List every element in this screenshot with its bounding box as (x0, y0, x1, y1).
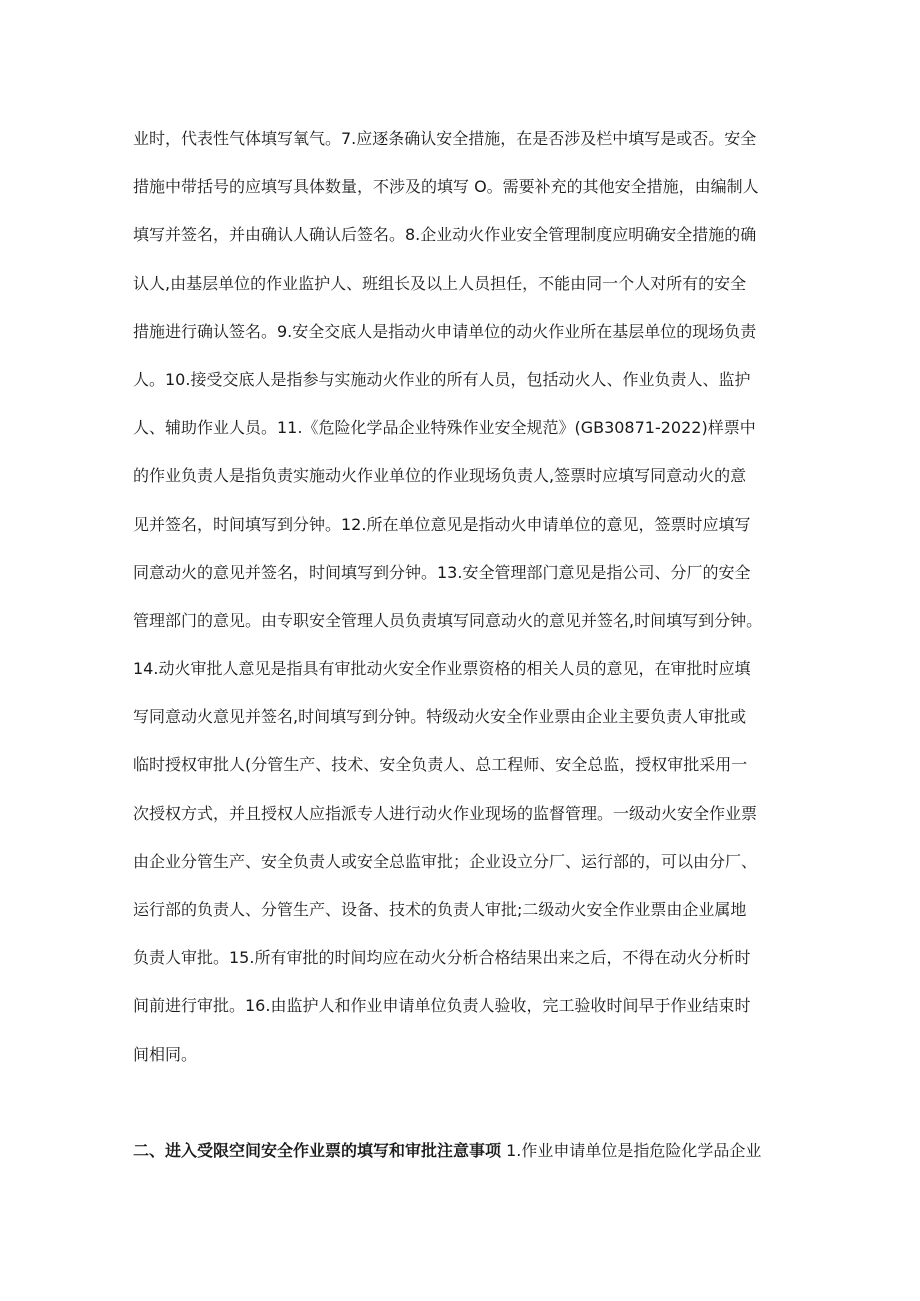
text-line: 填写并签名，并由确认人确认后签名。8.企业动火作业安全管理制度应明确安全措施的确 (133, 225, 757, 245)
text-line: 人、辅助作业人员。11.《危险化学品企业特殊作业安全规范》(GB30871-2022)样票中 (133, 418, 756, 438)
section-heading: 二、进入受限空间安全作业票的填写和审批注意事项 (133, 1141, 502, 1160)
text-line: 业时，代表性气体填写氧气。7.应逐条确认安全措施，在是否涉及栏中填写是或否。安全 (133, 129, 757, 148)
section-text: 1.作业申请单位是指危险化学品企业 (501, 1141, 762, 1160)
text-line: 认人,由基层单位的作业监护人、班组长及以上人员担任，不能由同一个人对所有的安全 (133, 273, 747, 293)
text-line: 间前进行审批。16.由监护人和作业申请单位负责人验收，完工验收时间早于作业结束时 (133, 996, 751, 1016)
text-line: 的作业负责人是指负责实施动火作业单位的作业现场负责人,签票时应填写同意动火的意 (133, 466, 747, 486)
text-line: 由企业分管生产、安全负责人或安全总监审批；企业设立分厂、运行部的，可以由分厂、 (133, 851, 758, 871)
text-line: 负责人审批。15.所有审批的时间均应在动火分析合格结果出来之后，不得在动火分析时 (133, 948, 751, 968)
text-line: 运行部的负责人、分管生产、设备、技术的负责人审批;二级动火安全作业票由企业属地 (133, 900, 747, 919)
text-line: 间相同。 (133, 1044, 198, 1064)
text-line: 管理部门的意见。由专职安全管理人员负责填写同意动火的意见并签名,时间填写到分钟。 (133, 610, 763, 630)
text-line: 措施中带括号的应填写具体数量，不涉及的填写 O。需要补充的其他安全措施，由编制人 (133, 177, 759, 197)
text-line: 写同意动火意见并签名,时间填写到分钟。特级动火安全作业票由企业主要负责人审批或 (133, 707, 747, 727)
text-line: 措施进行确认签名。9.安全交底人是指动火申请单位的动火作业所在基层单位的现场负责 (133, 321, 757, 341)
text-line: 临时授权审批人(分管生产、技术、安全负责人、总工程师、安全总监，授权审批采用一 (133, 755, 748, 775)
body-paragraph (133, 115, 793, 1079)
text-line: 14.动火审批人意见是指具有审批动火安全作业票资格的相关人员的意见，在审批时应填 (133, 659, 751, 679)
text-line: 次授权方式，并且授权人应指派专人进行动火作业现场的监督管理。一级动火安全作业票 (133, 803, 758, 823)
section-2-line (133, 1131, 793, 1171)
text-line: 同意动火的意见并签名，时间填写到分钟。13.安全管理部门意见是指公司、分厂的安全 (133, 562, 751, 582)
text-line: 人。10.接受交底人是指参与实施动火作业的所有人员，包括动火人、作业负责人、监护 (133, 369, 751, 389)
text-line: 见并签名，时间填写到分钟。12.所在单位意见是指动火申请单位的意见，签票时应填写 (133, 514, 751, 534)
